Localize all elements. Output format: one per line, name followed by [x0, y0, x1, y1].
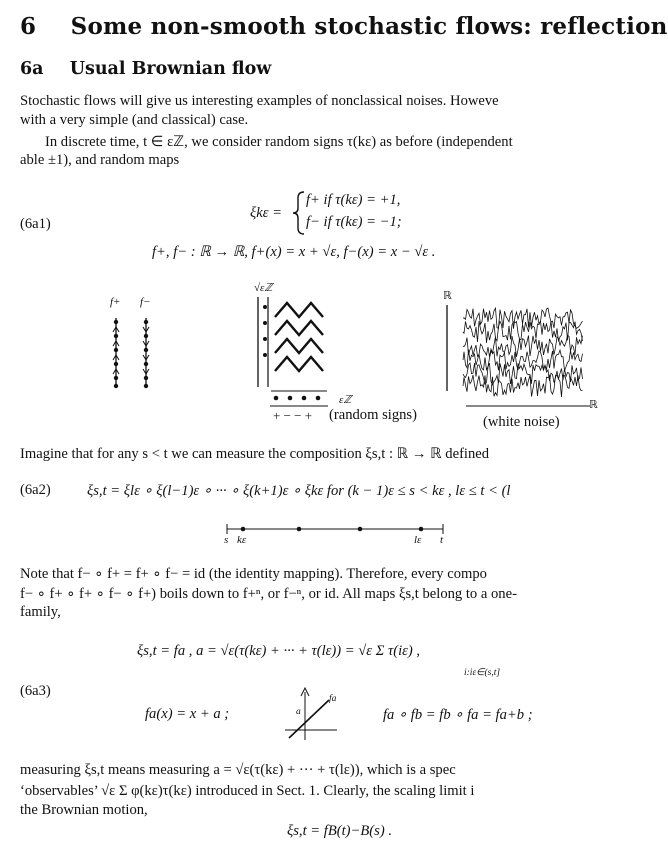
figure-white-noise	[463, 310, 587, 392]
section-title: Some non-smooth stochastic flows: reflection	[70, 13, 668, 40]
noise-trace	[463, 350, 583, 371]
paragraph-line: the Brownian motion,	[20, 802, 148, 818]
equation-6a1-lhs: ξkε =	[250, 205, 282, 221]
paragraph-line: In discrete time, t ∈ εℤ, we consider random signs τ(kε) as before (independent	[45, 134, 513, 150]
noise-trace	[463, 363, 583, 385]
equation-6a3-line1: ξs,t = fa , a = √ε(τ(kε) + ··· + τ(lε)) = √ε Σ τ(iε) ,	[137, 643, 421, 659]
figure-label-fminus: f−	[140, 296, 151, 308]
subsection-number: 6a	[20, 59, 44, 79]
equation-final: ξs,t = fB(t)−B(s) .	[287, 823, 392, 839]
paragraph-line: with a very simple (and classical) case.	[20, 112, 249, 128]
paragraph-line: family,	[20, 604, 61, 620]
equation-label-6a1: (6a1)	[20, 216, 51, 232]
noise-trace	[463, 336, 583, 357]
equation-6a1-case2: f− if τ(kε) = −1;	[306, 214, 402, 230]
subsection-heading	[20, 59, 271, 79]
graph-label-a: a	[296, 707, 301, 717]
figure-label-R: ℝ	[443, 290, 452, 302]
figure-fplus-fminus	[105, 310, 165, 390]
equation-label-6a2: (6a2)	[20, 482, 51, 498]
section-number: 6	[20, 13, 37, 40]
equation-6a3-sum-subscript: i:iε∈(s,t]	[464, 668, 501, 678]
paragraph-line: able ±1), and random maps	[20, 152, 180, 168]
figure-sign-dots	[268, 393, 338, 403]
figure-label-white-noise: (white noise)	[483, 414, 560, 430]
paragraph-line: ‘observables’ √ε Σ φ(kε)τ(kε) introduced in Sect. 1. Clearly, the scaling limit i	[20, 783, 475, 799]
equation-6a2-body: ξs,t = ξlε ∘ ξ(l−1)ε ∘ ··· ∘ ξ(k+1)ε ∘ ξkε for (k − 1)ε ≤ s < kε , lε ≤ t < (l	[87, 483, 511, 499]
subsection-title: Usual Brownian flow	[69, 59, 272, 79]
figure-label-fplus: f+	[110, 296, 121, 308]
figure-label-eps-z: εℤ	[339, 394, 352, 406]
timeline-label-s: s	[224, 534, 229, 546]
brace-icon	[292, 190, 306, 236]
equation-6a1-case1: f+ if τ(kε) = +1,	[306, 192, 401, 208]
figure-label-signs: + − − +	[273, 408, 313, 423]
timeline-label-t: t	[440, 534, 444, 546]
equation-6a1-line2: f+, f− : ℝ → ℝ, f+(x) = x + √ε, f−(x) = x − √ε .	[152, 244, 436, 260]
graph-label-fa: fa	[329, 694, 337, 704]
figure-label-sqrt-eps-z: √εℤ	[254, 282, 273, 294]
figure-axis-horizontal	[466, 404, 590, 408]
timeline-label-leps: lε	[414, 534, 422, 546]
figure-axis-vertical	[445, 305, 449, 391]
paragraph-line: Note that f− ∘ f+ = f+ ∘ f− = id (the identity mapping). Therefore, every compo	[20, 566, 487, 582]
figure-zigzag-lattice	[255, 295, 335, 395]
noise-trace	[463, 375, 583, 397]
figure-label-random-signs: (random signs)	[329, 407, 417, 423]
paragraph-line: f− ∘ f+ ∘ f+ ∘ f− ∘ f+) boils down to f+ⁿ, or f−ⁿ, or id. All maps ξs,t belong to a one-	[20, 586, 517, 602]
figure-label-R-right: ℝ	[589, 399, 598, 411]
section-heading	[20, 13, 668, 40]
equation-6a3-line2b: fa ∘ fb = fb ∘ fa = fa+b ;	[383, 707, 533, 723]
paragraph-line: measuring ξs,t means measuring a = √ε(τ(kε) + ··· + τ(lε)), which is a spec	[20, 762, 456, 778]
equation-6a3-line2a: fa(x) = x + a ;	[145, 706, 230, 722]
paragraph-line: Stochastic flows will give us interesting examples of nonclassical noises. Howeve	[20, 93, 499, 109]
equation-label-6a3: (6a3)	[20, 683, 51, 699]
timeline-label-keps: kε	[237, 534, 247, 546]
paragraph-line: Imagine that for any s < t we can measure the composition ξs,t : ℝ → ℝ defined	[20, 446, 490, 462]
